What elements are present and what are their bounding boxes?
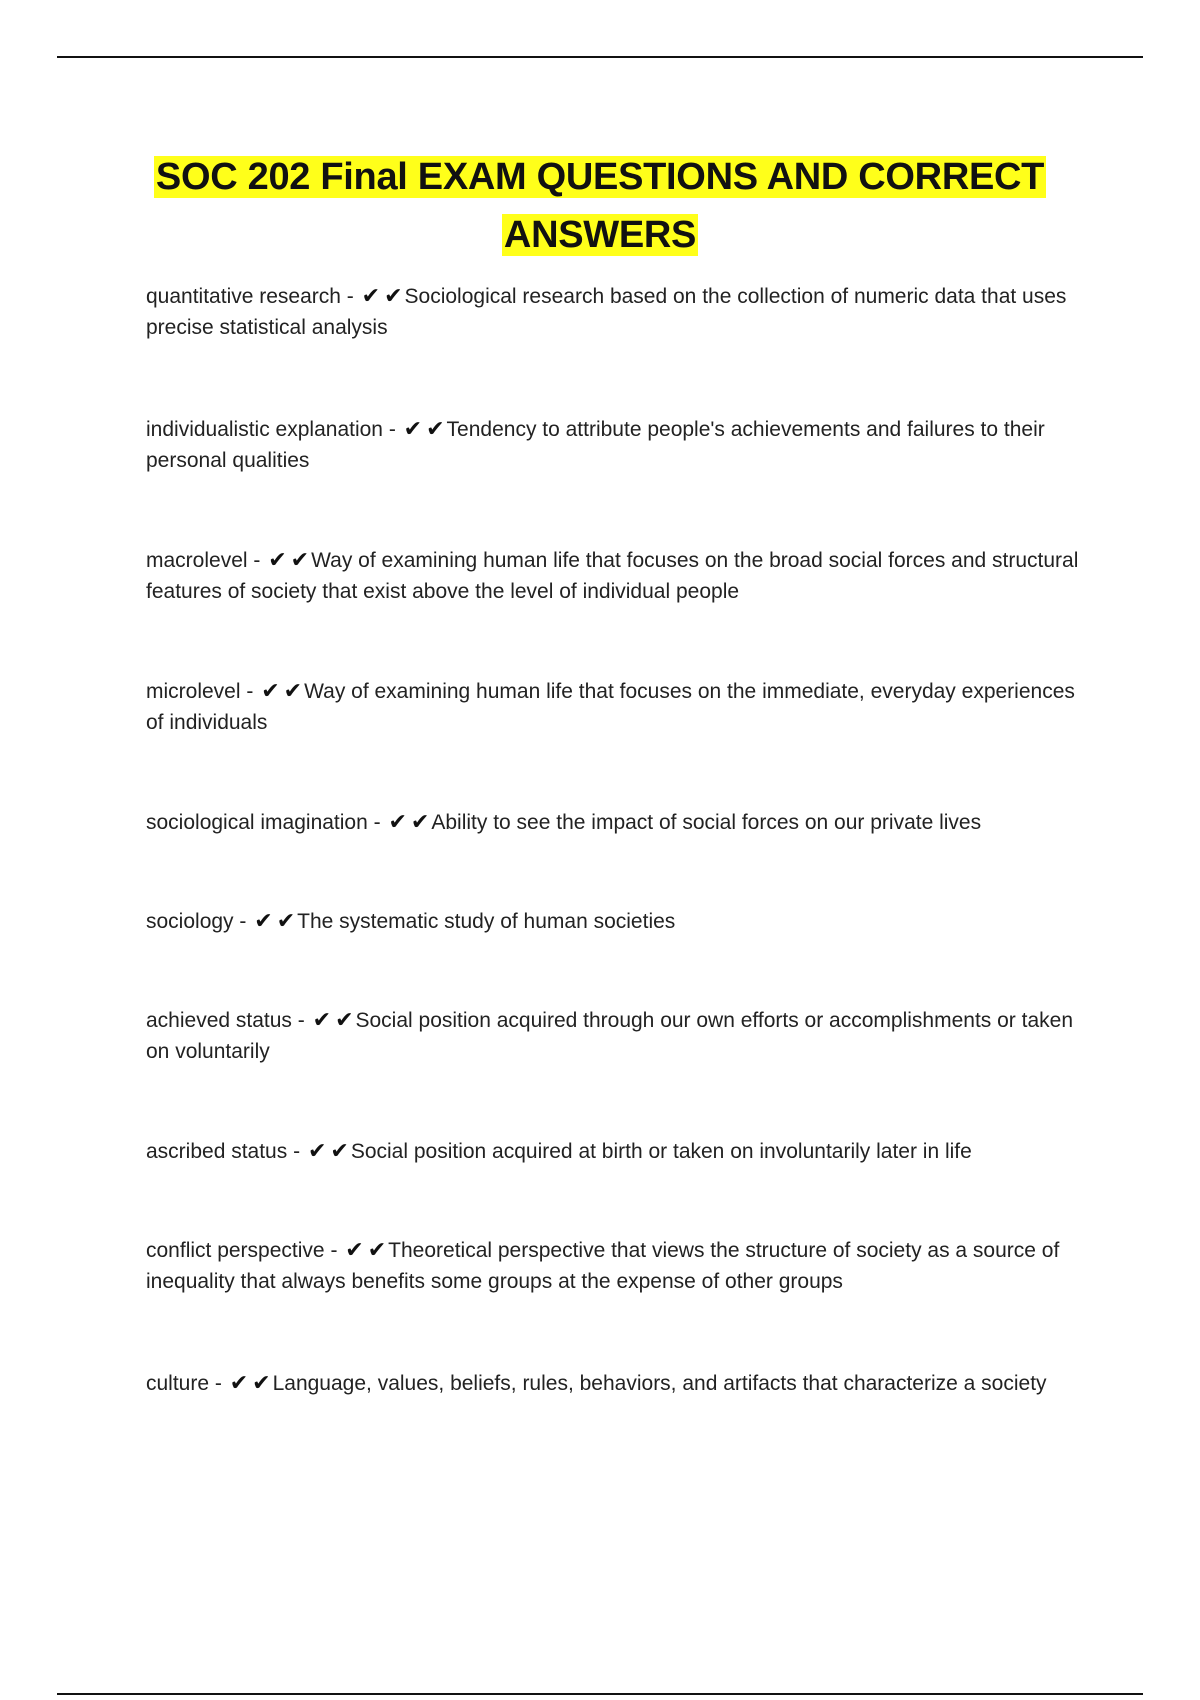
term: individualistic explanation [146, 418, 383, 441]
definition: The systematic study of human societies [297, 910, 676, 933]
check-icon: ✔ [403, 416, 423, 441]
separator: - [346, 285, 354, 308]
list-item [146, 675, 1096, 738]
check-icon: ✔ [410, 809, 430, 834]
list-item [146, 1004, 1096, 1067]
check-icon: ✔ [254, 908, 273, 933]
check-icon: ✔ [345, 1237, 364, 1262]
term: macrolevel [146, 549, 248, 572]
separator: - [330, 1239, 338, 1262]
list-item [146, 544, 1096, 607]
term: quantitative research [146, 285, 341, 308]
separator: - [239, 910, 247, 933]
check-icon: ✔ [290, 547, 310, 572]
separator: - [214, 1372, 222, 1395]
term: conflict perspective [146, 1239, 325, 1262]
check-icon: ✔ [367, 1237, 387, 1262]
list-item [146, 1234, 1096, 1297]
check-icon: ✔ [283, 678, 303, 703]
term: microlevel [146, 680, 241, 703]
definition: Social position acquired at birth or taken on involuntarily later in life [350, 1140, 972, 1163]
check-icon: ✔ [388, 809, 407, 834]
term: ascribed status [146, 1140, 288, 1163]
list-item [146, 905, 1096, 937]
definition: Way of examining human life that focuses on the broad social forces and structural features of society that exist above the level of individual people [146, 549, 1079, 603]
separator: - [293, 1140, 301, 1163]
top-rule [57, 56, 1143, 58]
separator: - [388, 418, 396, 441]
definition: Language, values, beliefs, rules, behaviors, and artifacts that characterize a society [272, 1372, 1047, 1395]
list-item [146, 280, 1096, 343]
separator: - [297, 1009, 305, 1032]
list-item [146, 413, 1096, 476]
term: achieved status [146, 1009, 292, 1032]
page-title: SOC 202 Final EXAM QUESTIONS AND CORRECT ANSWERS [155, 156, 1045, 256]
check-icon: ✔ [261, 678, 280, 703]
separator: - [373, 811, 381, 834]
definition: Way of examining human life that focuses on the immediate, everyday experiences of individuals [146, 680, 1075, 734]
check-icon: ✔ [361, 283, 381, 308]
check-icon: ✔ [426, 416, 445, 441]
title-block [100, 148, 1100, 264]
separator: - [253, 549, 261, 572]
definition: Ability to see the impact of social forces on our private lives [431, 811, 982, 834]
definition: Social position acquired through our own efforts or accomplishments or taken on voluntarily [146, 1009, 1073, 1063]
check-icon: ✔ [229, 1370, 249, 1395]
check-icon: ✔ [268, 547, 287, 572]
definition: Tendency to attribute people's achievements and failures to their personal qualities [146, 418, 1045, 472]
check-icon: ✔ [335, 1007, 354, 1032]
term: culture [146, 1372, 210, 1395]
list-item [146, 1367, 1096, 1399]
check-icon: ✔ [330, 1138, 349, 1163]
separator: - [246, 680, 254, 703]
check-icon: ✔ [312, 1007, 332, 1032]
check-icon: ✔ [307, 1138, 327, 1163]
bottom-rule [57, 1693, 1143, 1695]
term: sociology [146, 910, 234, 933]
list-item [146, 1135, 1096, 1167]
check-icon: ✔ [252, 1370, 271, 1395]
definition: Sociological research based on the collection of numeric data that uses precise statistical analysis [146, 285, 1067, 339]
list-item [146, 806, 1096, 838]
definition: Theoretical perspective that views the structure of society as a source of inequality that always benefits some groups at the expense of other groups [146, 1239, 1060, 1293]
check-icon: ✔ [276, 908, 296, 933]
term: sociological imagination [146, 811, 368, 834]
check-icon: ✔ [384, 283, 403, 308]
